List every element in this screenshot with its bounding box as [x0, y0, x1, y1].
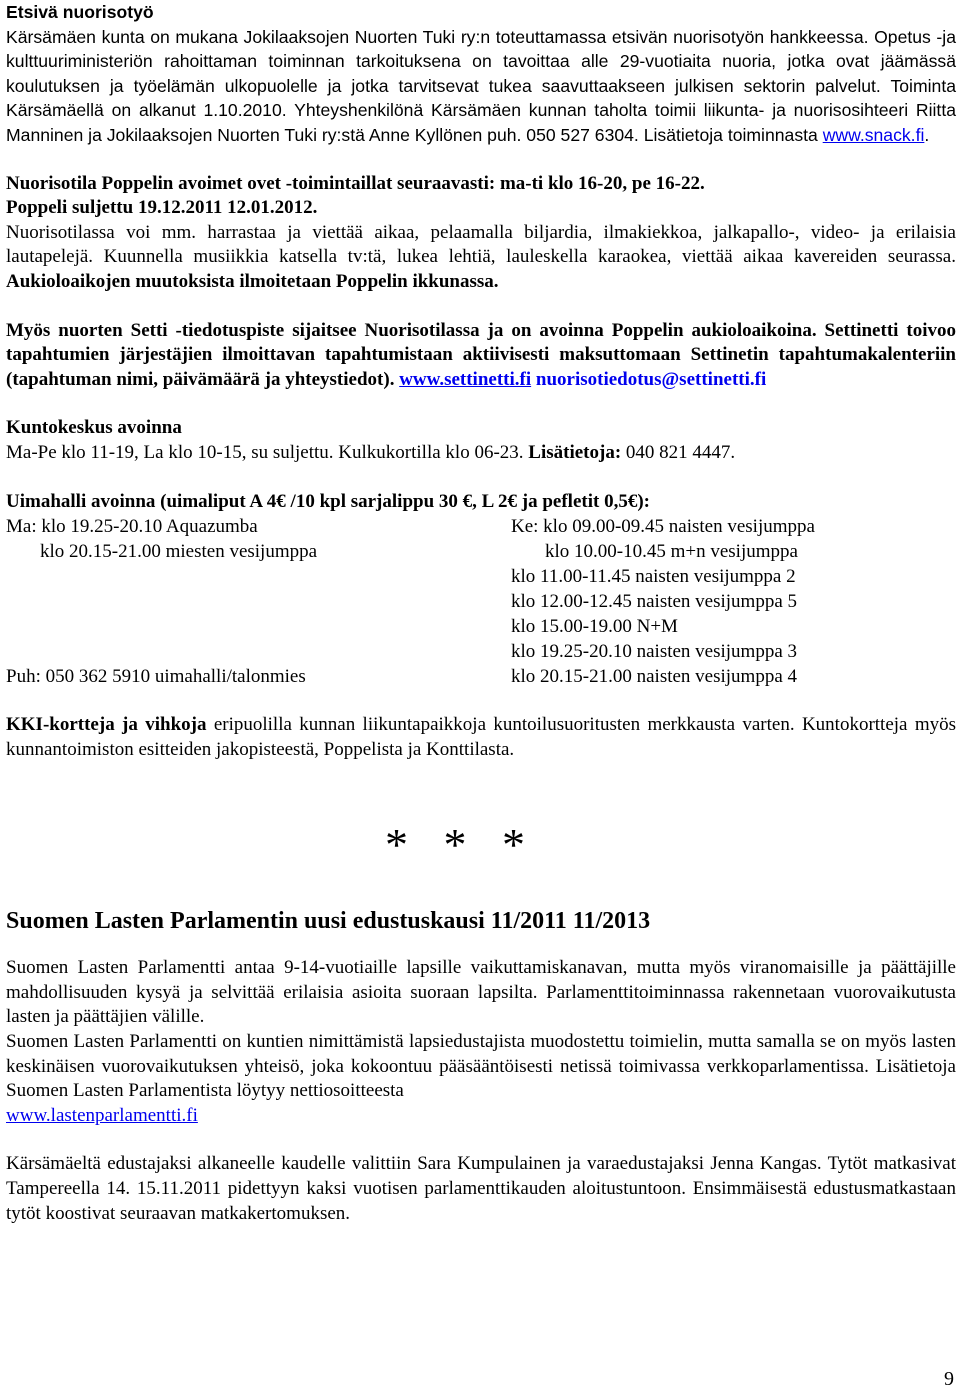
schedule-row [6, 514, 956, 539]
kunto-info-value: 040 821 4447. [621, 441, 736, 463]
etsiva-text-2: Yhteyshenkilönä Kärsämäen kunnan taholta toimii liikunta- ja nuorisosihteeri Riitta Manninen ja Jokilaaksojen Nuorten Tuki ry:stä Anne Kyllönen puh. 050 527 6304. Lisätietoja toiminnasta [6, 100, 956, 145]
uimahalli-title: Uimahalli avoinna (uimaliput A 4€ /10 kpl sarjalippu 30 €, L 2€ ja pefletit 0,5€): [6, 490, 650, 512]
snack-link[interactable]: www.snack.fi [822, 124, 925, 145]
schedule-right: klo 11.00-11.45 naisten vesijumppa 2 [511, 566, 796, 588]
setti-email[interactable]: nuorisotiedotus@settinetti.fi [531, 368, 767, 390]
schedule-right: klo 12.00-12.45 naisten vesijumppa 5 [511, 591, 798, 613]
spacer [6, 295, 956, 319]
poppeli-activities [6, 221, 956, 295]
poppeli-text-a: Nuorisotilassa voi mm. [6, 221, 197, 243]
section-separator-stars: * * * [385, 819, 537, 871]
poppeli-hours: Nuorisotila Poppelin avoimet ovet -toimintaillat seuraavasti: ma-ti klo 16-20, pe 16-22. [6, 172, 705, 194]
kki-paragraph [6, 713, 956, 762]
spacer [6, 392, 956, 416]
schedule-left [6, 614, 511, 639]
etsiva-title: Etsivä nuorisotyö [6, 2, 154, 22]
spacer [6, 148, 956, 172]
spacer [6, 868, 956, 906]
poppeli-notice: Aukioloaikojen muutoksista ilmoitetaan Poppelin ikkunassa. [6, 270, 499, 292]
etsiva-text-1: Kärsämäen kunta on mukana Jokilaaksojen Nuorten Tuki ry:n toteuttamassa etsivän nuorisotyön hankkeessa. Opetus -ja kulttuuriministeriön rahoittaman toiminnan tarkoituksena on tavoittaa alle 29-vuotiaita nuoria, jotka ovat jäämässä koulutuksen ja työelämän ulkopuolelle ja jotka tarvitsevat tukea saavuttaakseen julkisen sektorin palvelut. Toiminta Kärsämäellä on alkanut 1.10.2010. [6, 26, 956, 121]
schedule-right: Ke: klo 09.00-09.45 naisten vesijumppa [511, 516, 815, 538]
kunto-text: Ma-Pe klo 11-19, La klo 10-15, su suljettu. Kulkukortilla klo 06-23. [6, 441, 529, 463]
schedule-row [6, 589, 956, 614]
parlamentti-link-line [6, 1104, 956, 1129]
schedule-left [6, 639, 511, 664]
spacer [6, 936, 956, 956]
lastenparlamentti-link[interactable]: www.lastenparlamentti.fi [6, 1104, 198, 1126]
kunto-title: Kuntokeskus avoinna [6, 417, 182, 439]
spacer [6, 466, 956, 490]
spacer [6, 689, 956, 713]
kki-bold: KKI-kortteja ja vihkoja [6, 714, 207, 736]
schedule-row [6, 539, 956, 564]
poppeli-closed: Poppeli suljettu 19.12.2011 12.01.2012. [6, 197, 318, 219]
schedule-right: klo 15.00-19.00 N+M [511, 616, 678, 638]
kki-text: eripuolilla kunnan liikuntapaikkoja kuntoilusuoritusten merkkausta varten. Kuntokortteja myös kunnantoimiston esitteiden jakopisteestä, Poppelista ja Konttilasta. [6, 714, 956, 760]
etsiva-paragraph [6, 25, 956, 148]
setti-text: Myös nuorten Setti -tiedotuspiste sijaitsee Nuorisotilassa ja on avoinna Poppelin aukioloaikoina. Settinetti toivoo tapahtumien järjestäjien ilmoittavan tapahtumistaan aktiivisesti maksuttomaan Settinetin tapahtumakalenteriin (tapahtuman nimi, päivämäärä ja yhteystiedot). [6, 319, 956, 390]
schedule-left [6, 564, 511, 589]
schedule-right: klo 20.15-21.00 naisten vesijumppa 4 [511, 666, 798, 688]
kunto-info-label: Lisätietoja: [528, 441, 622, 463]
schedule-right: klo 19.25-20.10 naisten vesijumppa 3 [511, 641, 798, 663]
parlamentti-p3: Kärsämäeltä edustajaksi alkaneelle kaudelle valittiin Sara Kumpulainen ja varaedustajaksi Jenna Kangas. Tytöt matkasivat Tampereella 14. 15.11.2011 pidettyyn kaksi vuotisen parlamenttikauden aloitustuntoon. Ensimmäisestä edustusmatkastaan tytöt koostivat seuraavan matkakertomuksen. [6, 1153, 956, 1224]
document-page [6, 0, 956, 1226]
schedule-row [6, 614, 956, 639]
schedule-right: klo 10.00-10.45 m+n vesijumppa [545, 541, 798, 563]
settinetti-link[interactable]: www.settinetti.fi [399, 368, 532, 390]
schedule-row [6, 564, 956, 589]
setti-paragraph [6, 319, 956, 393]
schedule-left [6, 589, 511, 614]
etsiva-text-end: . [924, 124, 930, 145]
page-number: 9 [944, 1368, 954, 1390]
schedule-left: Ma: klo 19.25-20.10 Aquazumba [6, 516, 258, 538]
kunto-hours [6, 441, 956, 466]
parlamentti-title: Suomen Lasten Parlamentin uusi edustuskausi 11/2011 11/2013 [6, 908, 651, 935]
spacer [6, 762, 956, 822]
parlamentti-p2: Suomen Lasten Parlamentti on kuntien nimittämistä lapsiedustajista muodostettu toimielin, mutta samalla se on myös lasten keskinäisen vuorovaikutuksen yhteisö, joka kokoontuu pääsääntöisesti netissä toimivassa verkkoparlamentissa. Lisätietoja Suomen Lasten Parlamentista löytyy nettiosoitteesta [6, 1031, 956, 1102]
schedule-left: Puh: 050 362 5910 uimahalli/talonmies [6, 666, 306, 688]
spacer [6, 1128, 956, 1152]
poppeli-text-b: harrastaa ja viettää aikaa, pelaamalla biljardia, ilmakiekkoa, jalkapallo-, video- ja erilaisia lautapelejä. Kuunnella musiikkia katsella tv:tä, lukea lehtiä, lauleskella karaokea, viettää aikaa kavereiden seurassa. [6, 221, 956, 268]
uimahalli-schedule [6, 514, 956, 689]
schedule-row [6, 664, 956, 689]
parlamentti-p1: Suomen Lasten Parlamentti antaa 9-14-vuotiaille lapsille vaikuttamiskanavan, mutta myös viranomaisille ja päättäjille mahdollisuuden kysyä ja selvittää erilaisia asioita suoraan lapsilta. Parlamenttitoiminnassa rakennetaan vuorovaikutusta lasten ja päättäjien välille. [6, 957, 956, 1028]
schedule-left: klo 20.15-21.00 miesten vesijumppa [40, 541, 318, 563]
schedule-row [6, 639, 956, 664]
